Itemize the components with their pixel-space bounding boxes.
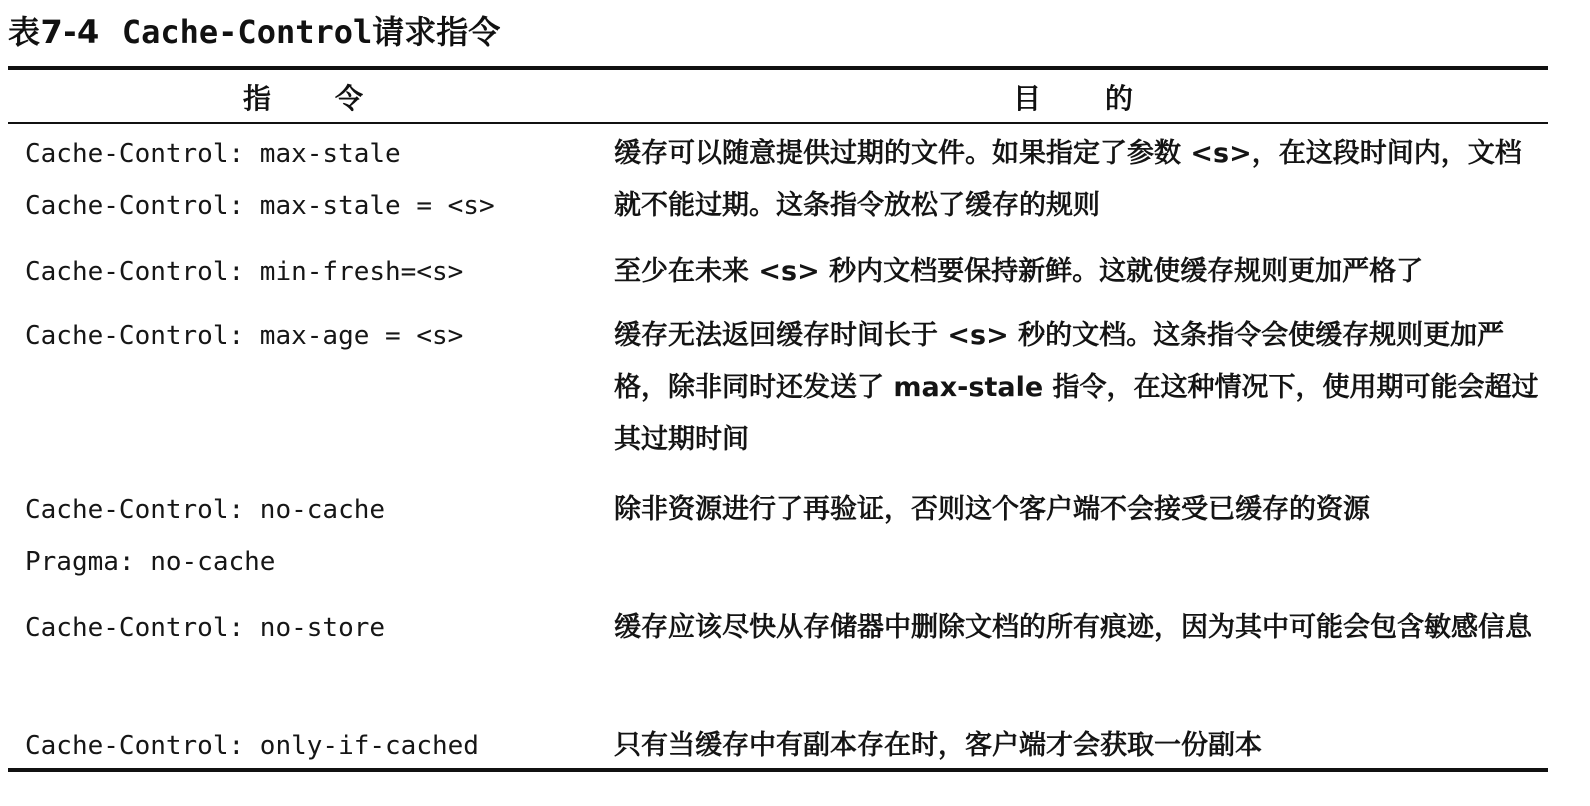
directive-text: Cache-Control: no-store <box>25 613 386 643</box>
directive-cell <box>25 128 605 232</box>
directive-text: Cache-Control: no-cache <box>25 495 386 525</box>
table-number: 表7-4 <box>8 13 100 51</box>
directive-cell <box>25 602 605 654</box>
directive-cell <box>25 720 605 772</box>
purpose-cell: 缓存无法返回缓存时间长于 <s> 秒的文档。这条指令会使缓存规则更加严格，除非同时还发送了 max-stale 指令，在这种情况下，使用期可能会超过其过期时间 <box>614 320 1539 455</box>
directive-text: Pragma: no-cache <box>25 547 276 577</box>
directive-cell <box>25 246 605 298</box>
table-caption <box>8 4 500 56</box>
directive-cell <box>25 310 605 362</box>
directive-text: Cache-Control: max-stale = <s> <box>25 191 495 221</box>
table-title-code: Cache-Control <box>121 13 373 51</box>
directive-text: Cache-Control: max-age = <s> <box>25 321 464 351</box>
purpose-cell: 除非资源进行了再验证，否则这个客户端不会接受已缓存的资源 <box>614 494 1370 525</box>
directive-cell <box>25 484 605 588</box>
table-header-rule <box>8 122 1548 124</box>
table-bottom-rule <box>8 768 1548 772</box>
purpose-cell: 至少在未来 <s> 秒内文档要保持新鲜。这就使缓存规则更加严格了 <box>614 256 1424 287</box>
purpose-cell: 只有当缓存中有副本存在时，客户端才会获取一份副本 <box>614 730 1262 761</box>
table-title <box>122 7 500 53</box>
purpose-cell: 缓存应该尽快从存储器中删除文档的所有痕迹，因为其中可能会包含敏感信息 <box>614 612 1532 643</box>
purpose-cell: 缓存可以随意提供过期的文件。如果指定了参数 <s>，在这段时间内，文档就不能过期。这条指令放松了缓存的规则 <box>614 138 1522 221</box>
table-top-rule <box>8 66 1548 70</box>
directive-text: Cache-Control: min-fresh=<s> <box>25 257 464 287</box>
table-title-text: 请求指令 <box>372 13 501 51</box>
column-header-directive: 指令 <box>242 82 427 115</box>
column-header-purpose: 目的 <box>1012 82 1197 115</box>
directive-text: Cache-Control: max-stale <box>25 139 401 169</box>
directive-text: Cache-Control: only-if-cached <box>25 731 479 761</box>
